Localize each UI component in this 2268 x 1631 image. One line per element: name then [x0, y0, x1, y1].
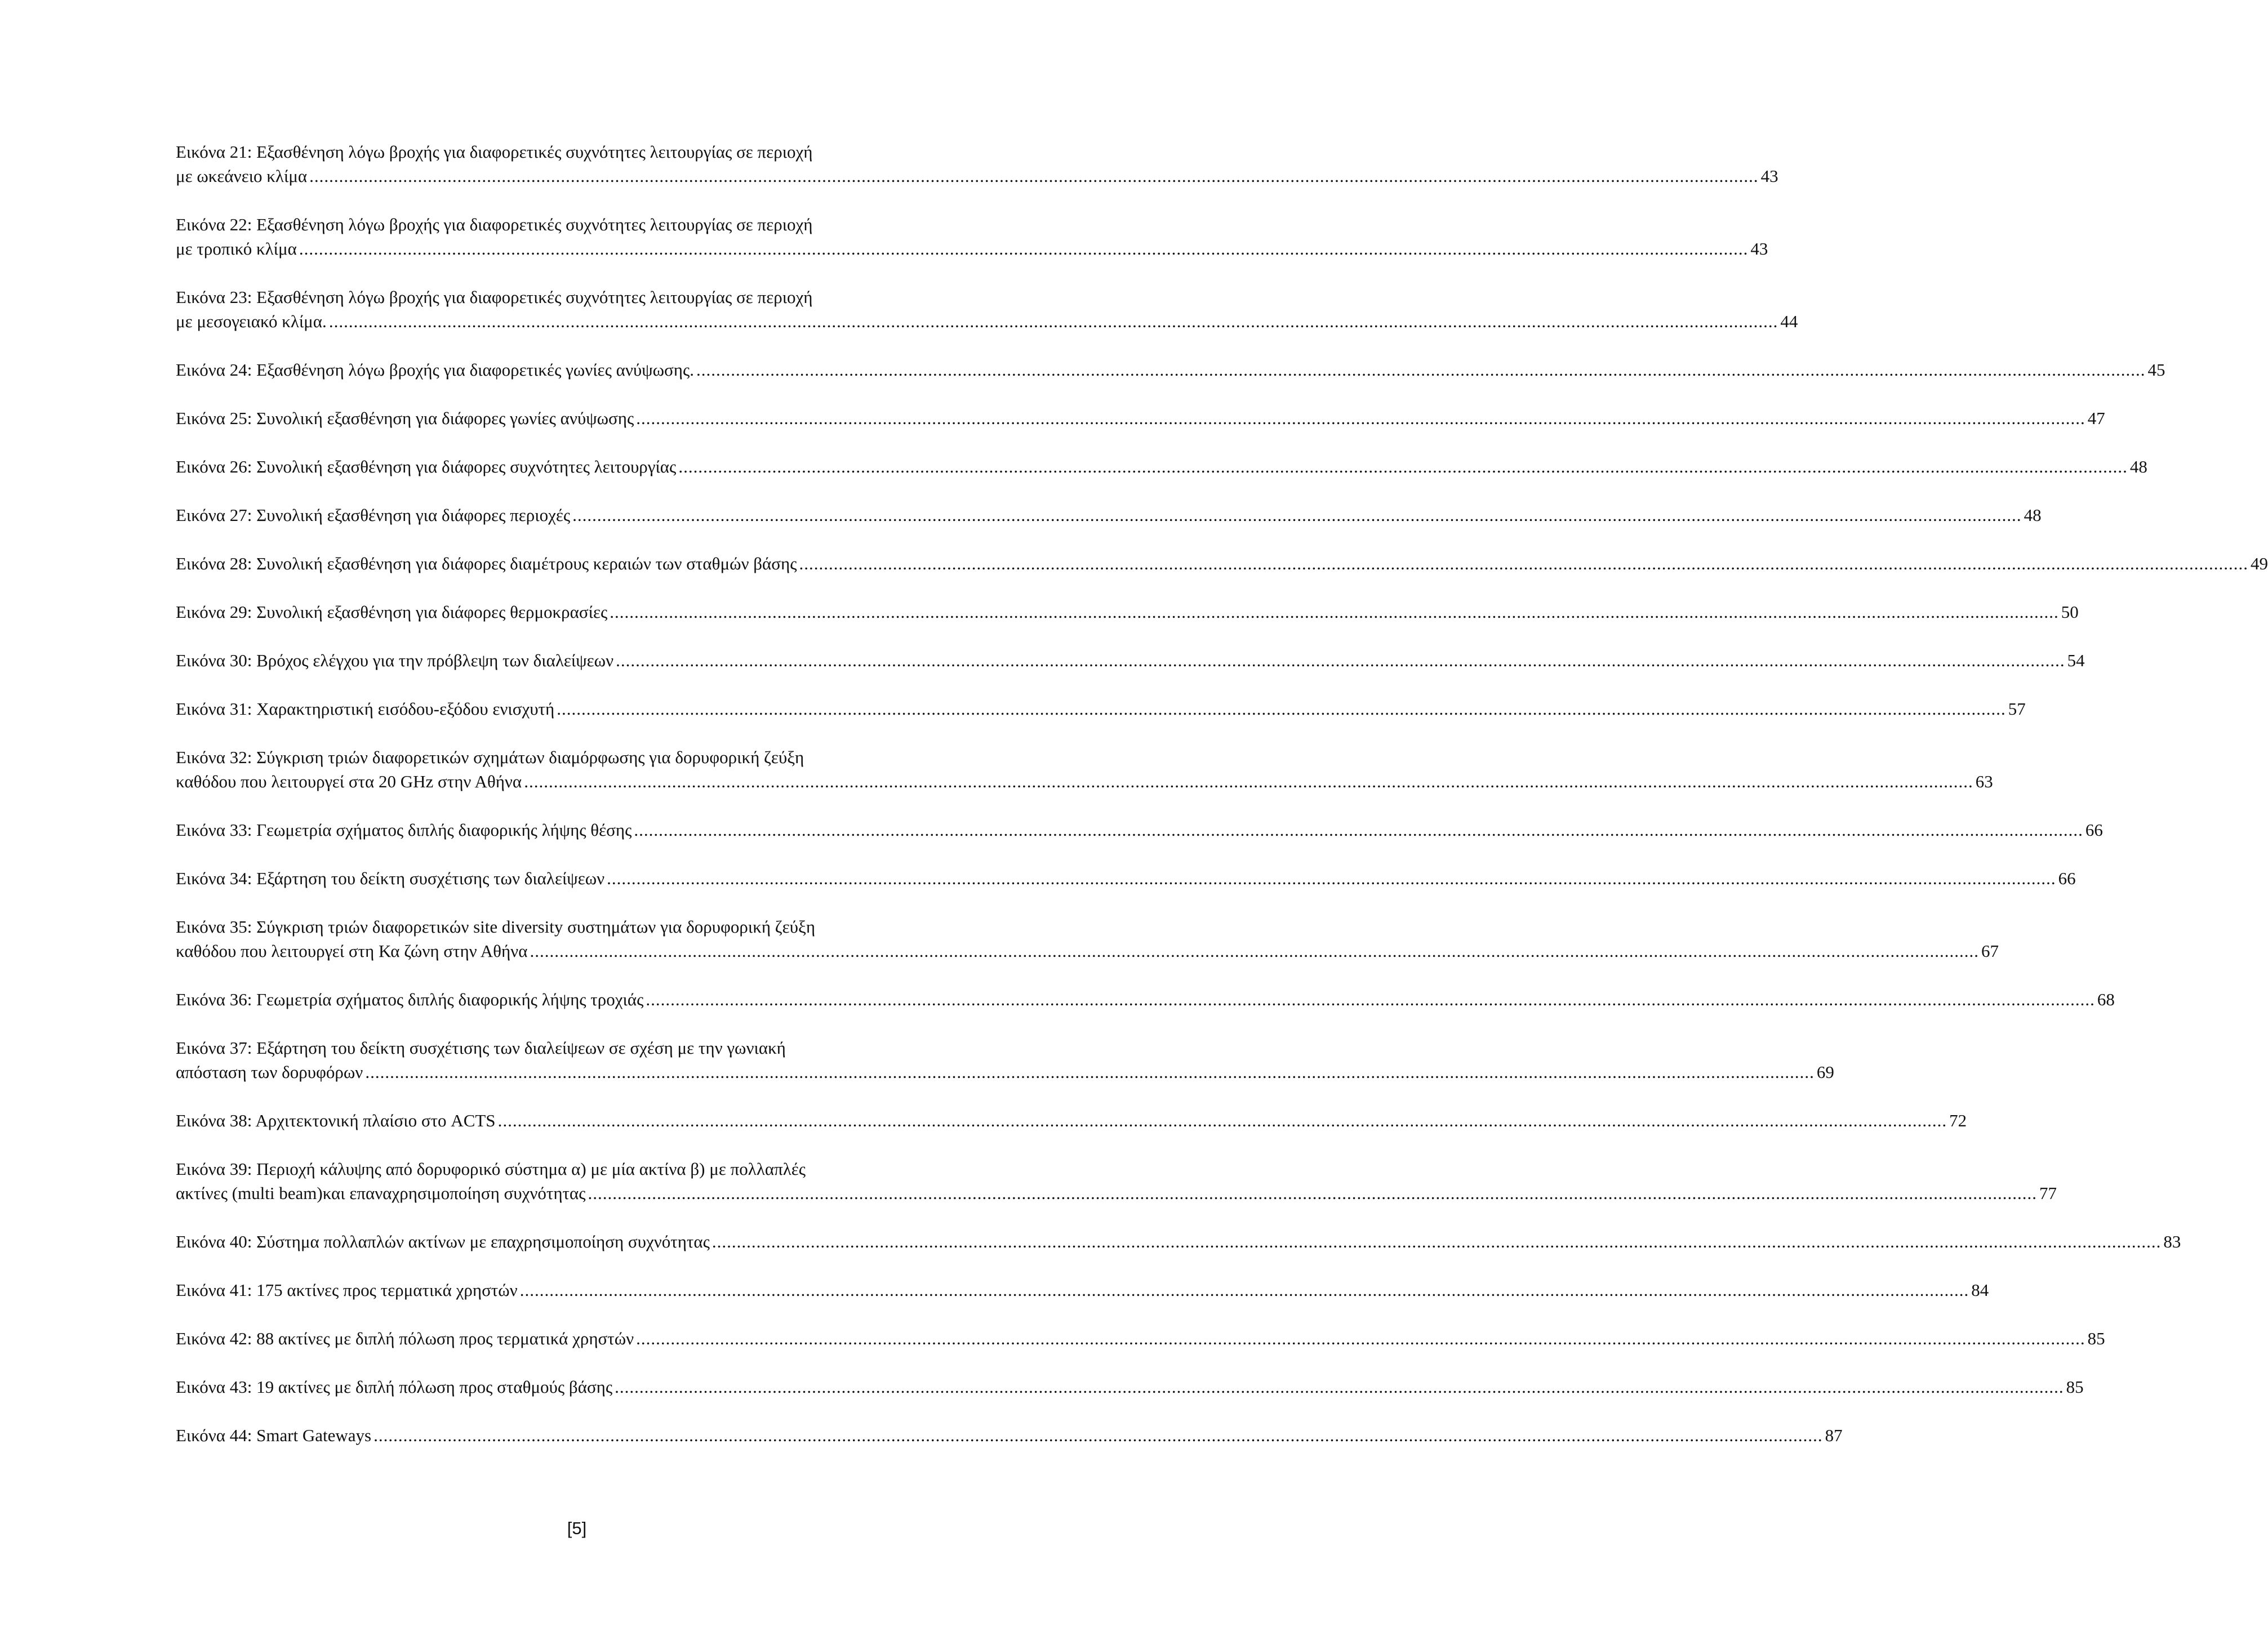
toc-entry-line	[176, 1278, 1989, 1302]
dot-leader	[557, 697, 2006, 721]
toc-entry-title-line: Εικόνα 37: Εξάρτηση του δείκτη συσχέτισης των διαλείψεων σε σχέση με την γωνιακή	[176, 1038, 786, 1058]
toc-entry-title-line: Εικόνα 32: Σύγκριση τριών διαφορετικών σχημάτων διαμόρφωσης για δορυφορική ζεύξη	[176, 747, 804, 767]
toc-entry-page-number: 43	[1760, 166, 1778, 186]
toc-entry-line	[176, 1060, 1834, 1084]
toc-entry-line	[176, 600, 2079, 624]
toc-entry-line	[176, 237, 1768, 261]
toc-entry-line	[176, 551, 2268, 576]
dot-leader	[610, 600, 2059, 624]
toc-entry-page-number: 57	[2008, 699, 2026, 719]
dot-leader	[588, 1181, 2038, 1205]
toc-entry[interactable]	[176, 140, 1778, 188]
toc-entry-line	[176, 309, 1798, 333]
toc-entry-text: Εικόνα 43: 19 ακτίνες με διπλή πόλωση προς σταθμούς βάσης	[176, 1377, 613, 1397]
toc-entry-text: Εικόνα 25: Συνολική εξασθένηση για διάφορες γωνίες ανύψωσης	[176, 408, 634, 428]
toc-entry-text: με ωκεάνειο κλίμα	[176, 166, 308, 186]
toc-entry-text: Εικόνα 38: Αρχιτεκτονική πλαίσιο στο ACTS	[176, 1111, 496, 1130]
toc-entry-title-line: Εικόνα 21: Εξασθένηση λόγω βροχής για διαφορετικές συχνότητες λειτουργίας σε περιοχή	[176, 142, 813, 162]
toc-entry[interactable]	[176, 697, 2026, 721]
dot-leader	[329, 309, 1778, 333]
toc-entry-page-number: 45	[2147, 360, 2165, 380]
toc-entry-line	[176, 454, 2147, 479]
dot-leader	[696, 358, 2146, 382]
toc-entry-text: Εικόνα 36: Γεωμετρία σχήματος διπλής διαφορικής λήψης τροχιάς	[176, 990, 644, 1009]
dot-leader	[309, 164, 1759, 188]
toc-entry-line	[176, 648, 2085, 672]
toc-entry-page-number: 63	[1975, 772, 1993, 791]
toc-entry-text: Εικόνα 27: Συνολική εξασθένηση για διάφορες περιοχές	[176, 505, 571, 525]
toc-entry-line	[176, 818, 2103, 842]
toc-entry-page-number: 87	[1825, 1425, 1843, 1445]
toc-entry-line	[176, 697, 2026, 721]
toc-entry-text: ακτίνες (multi beam)και επαναχρησιμοποίηση συχνότητας	[176, 1183, 586, 1203]
toc-entry[interactable]	[176, 285, 1798, 333]
toc-entry-page-number: 85	[2087, 1329, 2105, 1348]
toc-entry-page-number: 44	[1780, 311, 1798, 331]
toc-entry-line	[176, 503, 2042, 527]
toc-entry-line	[176, 1229, 2181, 1254]
toc-entry-page-number: 50	[2061, 602, 2079, 622]
toc-entry-line	[176, 987, 2115, 1011]
toc-entry-text: Εικόνα 34: Εξάρτηση του δείκτη συσχέτισης των διαλείψεων	[176, 868, 605, 888]
toc-entry-text: Εικόνα 29: Συνολική εξασθένηση για διάφορες θερμοκρασίες	[176, 602, 608, 622]
dot-leader	[615, 1375, 2064, 1399]
toc-entry-page-number: 49	[2250, 554, 2268, 573]
toc-entry-page-number: 48	[2129, 457, 2147, 476]
toc-entry-page-number: 43	[1750, 239, 1768, 259]
toc-entry-line	[176, 1326, 2105, 1351]
toc-entry-text: Εικόνα 33: Γεωμετρία σχήματος διπλής διαφορικής λήψης θέσης	[176, 820, 632, 840]
toc-entry-text: Εικόνα 24: Εξασθένηση λόγω βροχής για διαφορετικές γωνίες ανύψωσης.	[176, 360, 694, 380]
dot-leader	[636, 406, 2085, 430]
toc-entry-line	[176, 164, 1778, 188]
toc-entry[interactable]	[176, 1229, 2181, 1254]
list-of-figures	[176, 140, 2268, 1472]
toc-entry-line	[176, 769, 1993, 794]
toc-entry-text: Εικόνα 28: Συνολική εξασθένηση για διάφορες διαμέτρους κεραιών των σταθμών βάσης	[176, 554, 797, 573]
dot-leader	[365, 1060, 1815, 1084]
toc-entry-text: καθόδου που λειτουργεί στη Κα ζώνη στην Αθήνα	[176, 941, 528, 961]
toc-entry-page-number: 67	[1981, 941, 1999, 961]
toc-entry[interactable]	[176, 406, 2105, 430]
toc-entry-page-number: 66	[2058, 868, 2076, 888]
toc-entry-page-number: 84	[1971, 1280, 1989, 1300]
dot-leader	[678, 454, 2128, 479]
dot-leader	[607, 866, 2056, 890]
dot-leader	[530, 939, 1979, 963]
toc-entry[interactable]	[176, 1375, 2084, 1399]
toc-entry[interactable]	[176, 1157, 2057, 1205]
toc-entry[interactable]	[176, 503, 2042, 527]
toc-entry-text: Εικόνα 44: Smart Gateways	[176, 1425, 372, 1445]
dot-leader	[616, 648, 2065, 672]
toc-entry-text: με τροπικό κλίμα	[176, 239, 297, 259]
dot-leader	[636, 1326, 2085, 1351]
dot-leader	[524, 769, 1973, 794]
toc-entry-line	[176, 866, 2076, 890]
toc-entry-page-number: 85	[2066, 1377, 2084, 1397]
toc-entry[interactable]	[176, 551, 2268, 576]
toc-entry-line	[176, 358, 2165, 382]
toc-entry[interactable]	[176, 745, 1993, 794]
toc-entry-text: Εικόνα 31: Χαρακτηριστική εισόδου-εξόδου ενισχυτή	[176, 699, 555, 719]
toc-entry-page-number: 66	[2085, 820, 2103, 840]
page-number: [5]	[567, 1518, 587, 1538]
toc-entry-page-number: 47	[2087, 408, 2105, 428]
toc-entry[interactable]	[176, 987, 2115, 1011]
toc-entry-page-number: 77	[2039, 1183, 2057, 1203]
toc-entry-page-number: 54	[2067, 650, 2085, 670]
toc-entry-page-number: 68	[2097, 990, 2115, 1009]
toc-entry-text: καθόδου που λειτουργεί στα 20 GHz στην Αθήνα	[176, 772, 522, 791]
toc-entry-text: Εικόνα 42: 88 ακτίνες με διπλή πόλωση προς τερματικά χρηστών	[176, 1329, 634, 1348]
toc-entry-line	[176, 939, 1999, 963]
toc-entry-line	[176, 406, 2105, 430]
toc-entry-page-number: 72	[1949, 1111, 1967, 1130]
toc-entry-line	[176, 1108, 1967, 1133]
toc-entry-page-number: 83	[2163, 1232, 2181, 1251]
toc-entry[interactable]	[176, 1326, 2105, 1351]
toc-entry-title-line: Εικόνα 35: Σύγκριση τριών διαφορετικών site diversity συστημάτων για δορυφορική ζεύξη	[176, 917, 816, 937]
toc-entry-text: Εικόνα 30: Βρόχος ελέγχου για την πρόβλεψη των διαλείψεων	[176, 650, 614, 670]
toc-entry[interactable]	[176, 212, 1768, 261]
toc-entry[interactable]	[176, 648, 2085, 672]
toc-entry-text: απόσταση των δορυφόρων	[176, 1062, 363, 1082]
dot-leader	[634, 818, 2083, 842]
toc-entry[interactable]	[176, 1423, 1843, 1447]
dot-leader	[520, 1278, 1969, 1302]
dot-leader	[646, 987, 2095, 1011]
toc-entry-text: με μεσογειακό κλίμα.	[176, 311, 327, 331]
dot-leader	[712, 1229, 2162, 1254]
toc-entry-page-number: 48	[2024, 505, 2042, 525]
toc-entry-text: Εικόνα 41: 175 ακτίνες προς τερματικά χρηστών	[176, 1280, 518, 1300]
toc-entry-title-line: Εικόνα 22: Εξασθένηση λόγω βροχής για διαφορετικές συχνότητες λειτουργίας σε περιοχή	[176, 215, 813, 234]
dot-leader	[572, 503, 2022, 527]
toc-entry[interactable]	[176, 818, 2103, 842]
toc-entry[interactable]	[176, 600, 2079, 624]
dot-leader	[799, 551, 2248, 576]
toc-entry[interactable]	[176, 1278, 1989, 1302]
toc-entry[interactable]	[176, 358, 2165, 382]
toc-entry-title-line: Εικόνα 23: Εξασθένηση λόγω βροχής για διαφορετικές συχνότητες λειτουργίας σε περιοχή	[176, 287, 813, 307]
toc-entry-line	[176, 1181, 2057, 1205]
toc-entry-line	[176, 1375, 2084, 1399]
toc-entry[interactable]	[176, 1036, 1834, 1084]
dot-leader	[498, 1108, 1947, 1133]
dot-leader	[299, 237, 1749, 261]
toc-entry-text: Εικόνα 26: Συνολική εξασθένηση για διάφορες συχνότητες λειτουργίας	[176, 457, 677, 476]
dot-leader	[373, 1423, 1823, 1447]
toc-entry-title-line: Εικόνα 39: Περιοχή κάλυψης από δορυφορικό σύστημα α) με μία ακτίνα β) με πολλαπλές	[176, 1159, 806, 1179]
toc-entry[interactable]	[176, 1108, 1967, 1133]
toc-entry[interactable]	[176, 454, 2147, 479]
toc-entry[interactable]	[176, 866, 2076, 890]
toc-entry-text: Εικόνα 40: Σύστημα πολλαπλών ακτίνων με επαχρησιμοποίηση συχνότητας	[176, 1232, 710, 1251]
toc-entry-line	[176, 1423, 1843, 1447]
toc-entry-page-number: 69	[1816, 1062, 1834, 1082]
toc-entry[interactable]	[176, 915, 1999, 963]
